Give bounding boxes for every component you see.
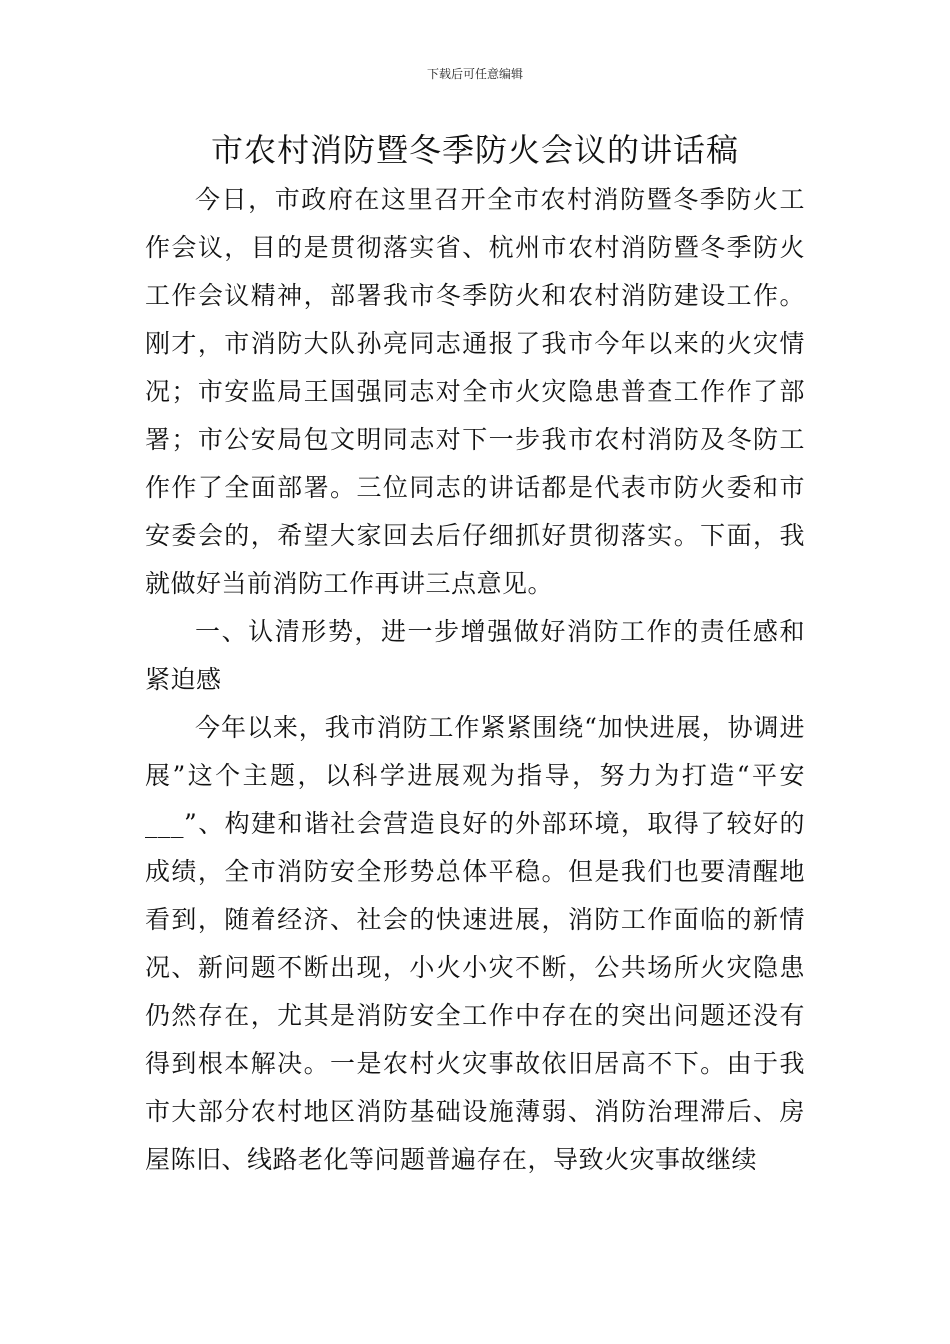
paragraph-situation: 今年以来，我市消防工作紧紧围绕“加快进展，协调进展”这个主题，以科学进展观为指导，努力为打造“平安___”、构建和谐社会营造良好的外部环境，取得了较好的成绩，全市消防安全形势总体平稳。但是我们也要清醒地看到，随着经济、社会的快速进展，消防工作面临的新情况、新问题不断出现，小火小灾不断，公共场所火灾隐患仍然存在，尤其是消防安全工作中存在的突出问题还没有得到根本解决。一是农村火灾事故依旧居高不下。由于我市大部分农村地区消防基础设施薄弱、消防治理滞后、房屋陈旧、线路老化等问题普遍存在，导致火灾事故继续 <box>145 713 805 1174</box>
document-title: 市农村消防暨冬季防火会议的讲话稿 <box>210 131 739 169</box>
section-heading-1: 一、认清形势，进一步增强做好消防工作的责任感和紧迫感 <box>145 617 805 694</box>
document-body <box>145 176 805 1184</box>
paragraph-intro: 今日，市政府在这里召开全市农村消防暨冬季防火工作会议，目的是贯彻落实省、杭州市农村消防暨冬季防火工作会议精神，部署我市冬季防火和农村消防建设工作。刚才，市消防大队孙亮同志通报了我市今年以来的火灾情况；市安监局王国强同志对全市火灾隐患普查工作作了部署；市公安局包文明同志对下一步我市农村消防及冬防工作作了全面部署。三位同志的讲话都是代表市防火委和市安委会的，希望大家回去后仔细抓好贯彻落实。下面，我就做好当前消防工作再讲三点意见。 <box>145 185 805 598</box>
header-note: 下载后可任意编辑 <box>426 67 523 81</box>
